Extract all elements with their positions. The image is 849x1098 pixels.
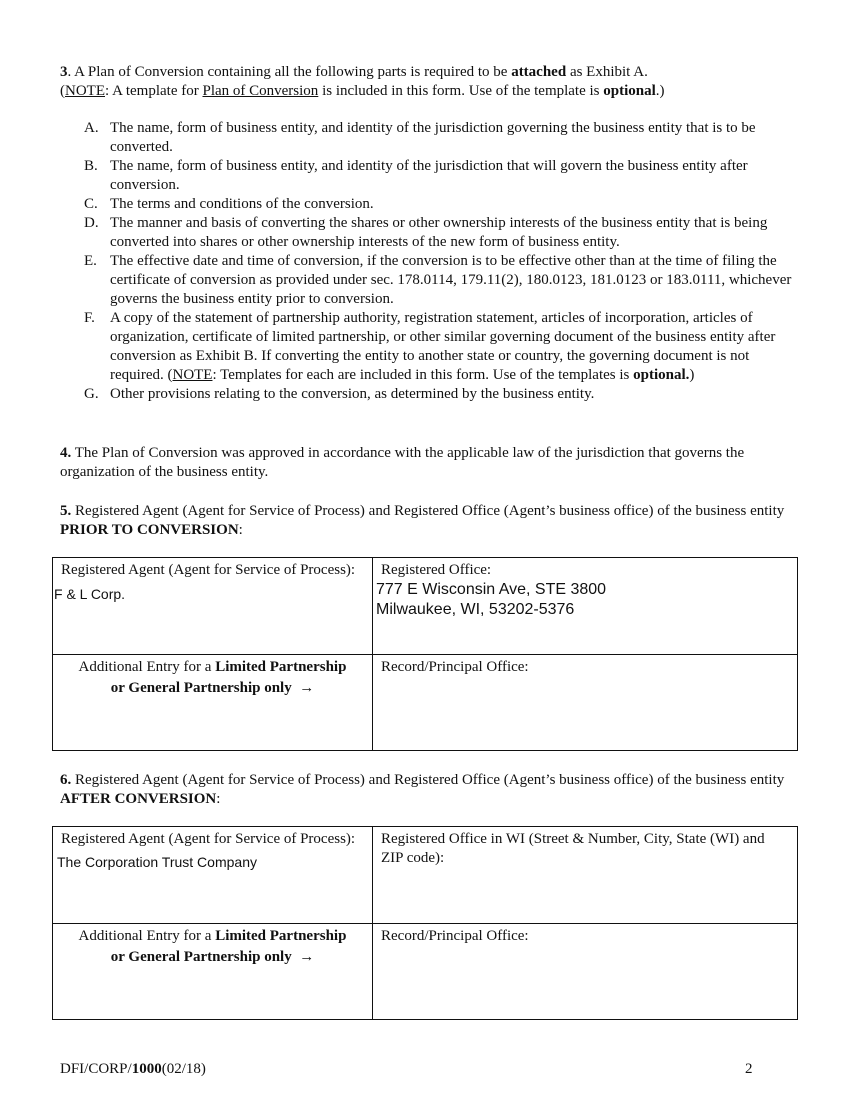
list-item: C. The terms and conditions of the conversion. [84, 196, 374, 212]
section-3-number: 3 [60, 64, 68, 80]
page-number: 2 [745, 1061, 753, 1077]
list-item: A. The name, form of business entity, and identity of the jurisdiction governing the business entity that is to be converted. [84, 120, 756, 155]
prior-agent-cell[interactable] [53, 558, 373, 655]
after-agent-cell[interactable] [53, 827, 373, 924]
section-5-number: 5. [60, 503, 72, 519]
form-code: DFI/CORP/1000(02/18) [60, 1061, 206, 1077]
after-record-office-label: Record/Principal Office: [381, 928, 529, 944]
section-6-number: 6. [60, 772, 72, 788]
prior-office-label: Registered Office: [381, 562, 492, 578]
list-item: D. The manner and basis of converting the shares or other ownership interests of the business entity that is being converted into shares or other ownership interests of the new form of business entity. [84, 215, 768, 250]
prior-record-office-cell[interactable] [373, 655, 798, 751]
prior-additional-entry-label: Additional Entry for a Limited Partnership [78, 659, 347, 675]
after-office-cell[interactable] [373, 827, 798, 924]
after-record-office-cell[interactable] [373, 924, 798, 1020]
after-agent-value: The Corporation Trust Company [57, 854, 257, 870]
prior-agent-label: Registered Agent (Agent for Service of Process): [61, 562, 356, 578]
prior-agent-value: F & L Corp. [54, 586, 126, 602]
prior-record-office-label: Record/Principal Office: [381, 659, 529, 675]
section-4: 4. The Plan of Conversion was approved in accordance with the applicable law of the jurisdiction that governs the organization of the business entity. [60, 445, 745, 480]
prior-conversion-table [52, 557, 798, 751]
after-conversion-table [52, 826, 798, 1020]
after-agent-label: Registered Agent (Agent for Service of Process): [61, 831, 356, 847]
list-item: B. The name, form of business entity, and identity of the jurisdiction that will govern the business entity after conversion. [84, 158, 748, 193]
section-3-intro: 3. A Plan of Conversion containing all the following parts is required to be attached as Exhibit A. (NOTE: A template for Plan of Conversion is included in this form. Use of the template is optional.) [60, 64, 665, 99]
list-item: G. Other provisions relating to the conversion, as determined by the business entity. [84, 386, 595, 402]
after-additional-entry-cell: Additional Entry for a Limited Partnership or General Partnership only → [53, 924, 373, 1020]
after-additional-entry-label: Additional Entry for a Limited Partnership [78, 928, 347, 944]
prior-office-line1: 777 E Wisconsin Ave, STE 3800 [376, 581, 607, 598]
arrow-right-icon: → [299, 680, 315, 696]
arrow-right-icon: → [299, 949, 315, 965]
section-6-heading: 6. Registered Agent (Agent for Service of Process) and Registered Office (Agent’s business office) of the business entity AFTER CONVERSION: [60, 772, 785, 807]
section-5-heading: 5. Registered Agent (Agent for Service of Process) and Registered Office (Agent’s business office) of the business entity PRIOR TO CONVERSION: [60, 503, 785, 538]
prior-office-line2: Milwaukee, WI, 53202-5376 [376, 601, 575, 618]
plan-of-conversion-reference: Plan of Conversion [202, 83, 319, 99]
list-item: F. A copy of the statement of partnership authority, registration statement, articles of incorporation, articles of organization, certificate of limited partnership, or other similar governing document of the business entity after conversion as Exhibit B. If converting the entity to another state or country, the governing document is not required. (NOTE: Templates for each are included in this form. Use of the templates is optional.) [84, 310, 776, 383]
prior-additional-entry-cell: Additional Entry for a Limited Partnership or General Partnership only → [53, 655, 373, 751]
plan-requirements-list [84, 119, 794, 404]
prior-office-cell[interactable] [373, 558, 798, 655]
list-item: E. The effective date and time of conversion, if the conversion is to be effective other than at the time of filing the certificate of conversion as provided under sec. 178.0114, 179.11(2), 180.0123, 181.0123 or 183.0111, whichever governs the business entity prior to conversion. [84, 253, 792, 307]
section-4-number: 4. [60, 445, 72, 461]
after-office-label: Registered Office in WI (Street & Number, City, State (WI) and ZIP code): [381, 831, 765, 866]
